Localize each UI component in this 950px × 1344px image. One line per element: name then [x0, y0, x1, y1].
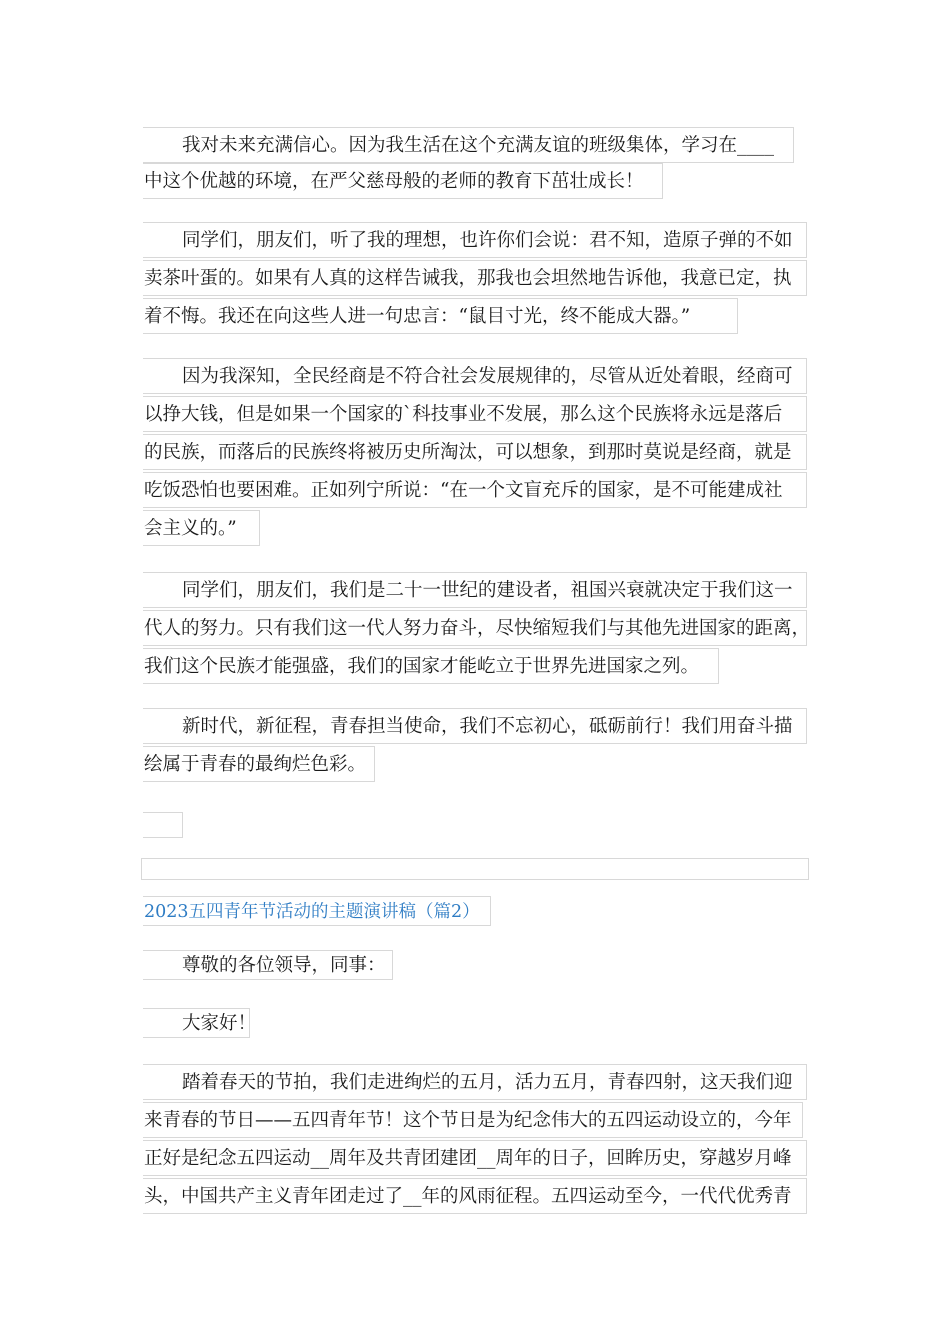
paragraph-1-line-2: 中这个优越的环境，在严父慈母般的老师的教育下茁壮成长！ [143, 163, 663, 199]
paragraph-4-line-3: 我们这个民族才能强盛，我们的国家才能屹立于世界先进国家之列。 [143, 648, 719, 684]
hello-line: 大家好！ [143, 1008, 250, 1038]
paragraph-1-line-1: 我对未来充满信心。因为我生活在这个充满友谊的班级集体，学习在____ [143, 127, 794, 163]
paragraph-5-line-1: 新时代，新征程，青春担当使命，我们不忘初心，砥砺前行！我们用奋斗描 [143, 708, 807, 744]
greeting-line: 尊敬的各位领导，同事： [143, 950, 393, 980]
paragraph-3-line-1: 因为我深知，全民经商是不符合社会发展规律的，尽管从近处着眼，经商可 [143, 358, 807, 394]
paragraph-6-line-4: 头，中国共产主义青年团走过了__年的风雨征程。五四运动至今，一代代优秀青 [143, 1178, 807, 1214]
paragraph-6-line-1: 踏着春天的节拍，我们走进绚烂的五月，活力五月，青春四射，这天我们迎 [143, 1064, 807, 1100]
paragraph-3-line-2: 以挣大钱，但是如果一个国家的`科技事业不发展，那么这个民族将永远是落后 [143, 396, 807, 432]
paragraph-2-line-1: 同学们，朋友们，听了我的理想，也许你们会说：君不知，造原子弹的不如 [143, 222, 807, 258]
paragraph-2-line-3: 着不悔。我还在向这些人进一句忠言：“鼠目寸光，终不能成大器。” [143, 298, 738, 334]
paragraph-3-line-4: 吃饭恐怕也要困难。正如列宁所说：“在一个文盲充斥的国家，是不可能建成社 [143, 472, 807, 508]
empty-line [143, 812, 183, 838]
section-divider [141, 858, 809, 880]
section-title-link[interactable]: 2023五四青年节活动的主题演讲稿（篇2） [143, 896, 491, 926]
paragraph-3-line-5: 会主义的。” [143, 510, 260, 546]
paragraph-2-line-2: 卖茶叶蛋的。如果有人真的这样告诫我，那我也会坦然地告诉他，我意已定，执 [143, 260, 807, 296]
paragraph-4-line-2: 代人的努力。只有我们这一代人努力奋斗，尽快缩短我们与其他先进国家的距离， [143, 610, 807, 646]
paragraph-6-line-3: 正好是纪念五四运动__周年及共青团建团__周年的日子，回眸历史，穿越岁月峰 [143, 1140, 807, 1176]
paragraph-4-line-1: 同学们，朋友们，我们是二十一世纪的建设者，祖国兴衰就决定于我们这一 [143, 572, 807, 608]
paragraph-6-line-2: 来青春的节日——五四青年节！这个节日是为纪念伟大的五四运动设立的，今年 [143, 1102, 803, 1138]
paragraph-3-line-3: 的民族，而落后的民族终将被历史所淘汰，可以想象，到那时莫说是经商，就是 [143, 434, 807, 470]
paragraph-5-line-2: 绘属于青春的最绚烂色彩。 [143, 746, 375, 782]
